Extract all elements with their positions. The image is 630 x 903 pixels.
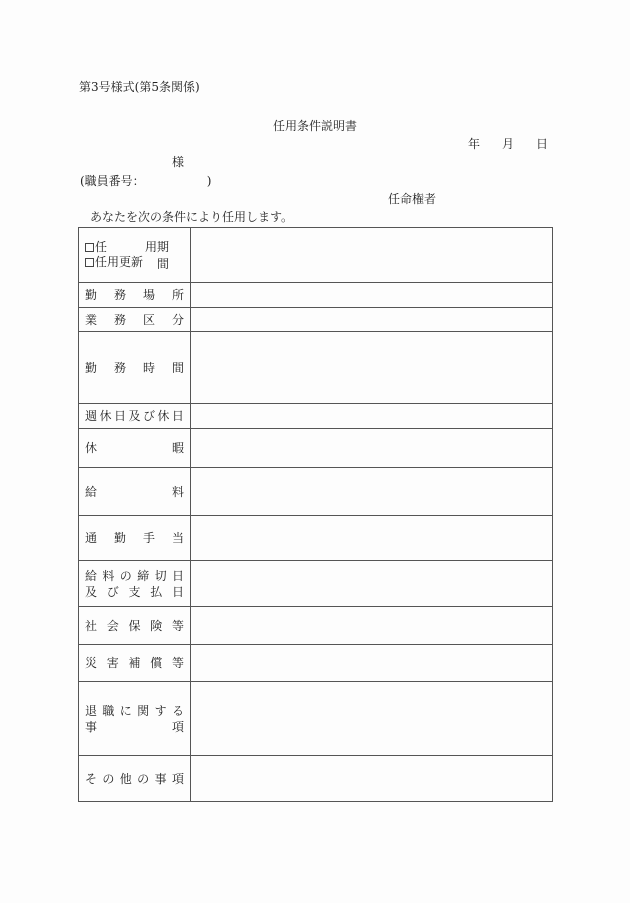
checkbox-appointment[interactable]: [85, 243, 94, 252]
option-char: 用: [144, 240, 157, 254]
work-category-label-cell: [79, 308, 191, 332]
staff-number-label: (職員番号：: [80, 174, 145, 188]
work-hours-label-cell: [79, 332, 191, 404]
label-char: 等: [171, 656, 184, 670]
commute-allowance-value-cell[interactable]: [191, 516, 553, 561]
label-line: [85, 484, 184, 500]
table-row-other-matters: [79, 756, 553, 802]
label-line: [85, 719, 184, 735]
option-appointment[interactable]: [85, 240, 157, 255]
label-char: び: [106, 584, 119, 599]
label-char: 職: [102, 703, 115, 718]
option-renewal-label: 任用更新: [95, 255, 144, 269]
label-char: 害: [106, 656, 119, 670]
period-value-cell[interactable]: [191, 228, 553, 283]
label-char: 間: [171, 360, 184, 375]
label-char: る: [171, 703, 184, 718]
label-char: 時: [142, 360, 155, 375]
label-char: 補: [128, 656, 141, 670]
label-char: 所: [171, 288, 184, 302]
table-row-work-hours: [79, 332, 553, 404]
label-char: 項: [171, 719, 184, 734]
document-title-text: 任用条件説明書: [272, 119, 357, 133]
appointer-label: 任命権者: [388, 192, 437, 206]
label-char: の: [137, 771, 150, 786]
staff-number-line: [80, 174, 211, 188]
label-char: 当: [171, 531, 184, 545]
label-line: [85, 312, 184, 328]
label-char: 社: [85, 618, 98, 633]
month-label: 月: [502, 137, 515, 151]
salary-dates-value-cell[interactable]: [191, 561, 553, 607]
label-line: [85, 440, 184, 456]
label-char: 週: [85, 409, 98, 423]
label-char: 及: [85, 584, 98, 599]
label-char: 及: [128, 409, 141, 423]
form-number: 第3号様式(第5条関係): [79, 80, 200, 94]
table-row-social-insurance: [79, 607, 553, 645]
conditions-table: [78, 227, 553, 802]
label-char: 険: [150, 618, 163, 633]
label-char: 分: [171, 312, 184, 327]
table-row-weekly-holidays: [79, 404, 553, 429]
checkbox-renewal[interactable]: [85, 258, 94, 267]
social-insurance-label-cell: [79, 607, 191, 645]
table-row-period: [79, 228, 553, 283]
work-hours-value-cell[interactable]: [191, 332, 553, 404]
date-line: [446, 137, 548, 151]
label-char: 日: [171, 409, 184, 423]
label-line: [85, 655, 184, 671]
other-matters-value-cell[interactable]: [191, 756, 553, 802]
option-renewal[interactable]: [85, 255, 157, 270]
label-char: 災: [85, 656, 98, 670]
label-char: の: [119, 568, 132, 583]
accident-compensation-value-cell[interactable]: [191, 645, 553, 682]
label-char: 料: [171, 484, 184, 499]
salary-label-cell: [79, 468, 191, 516]
label-char: 保: [128, 618, 141, 633]
table-row-commute-allowance: [79, 516, 553, 561]
label-char: 業: [85, 312, 98, 327]
weekly-holidays-label-cell: [79, 404, 191, 429]
table-row-salary: [79, 468, 553, 516]
other-matters-label-cell: [79, 756, 191, 802]
label-line: [85, 287, 184, 303]
label-char: 務: [113, 360, 126, 375]
label-char: 日: [171, 584, 184, 599]
label-char: 払: [150, 584, 163, 599]
table-row-leave: [79, 429, 553, 468]
label-char: そ: [85, 771, 98, 786]
label-line: [85, 530, 184, 546]
label-char: の: [102, 771, 115, 786]
label-line: [85, 703, 184, 719]
year-label: 年: [468, 137, 481, 151]
label-char: 日: [113, 409, 126, 423]
leave-value-cell[interactable]: [191, 429, 553, 468]
label-char: び: [142, 409, 155, 423]
work-location-value-cell[interactable]: [191, 283, 553, 308]
label-char: 支: [128, 584, 141, 599]
salary-dates-label-cell: [79, 561, 191, 607]
label-char: す: [154, 703, 167, 718]
period-label: 期間: [157, 240, 170, 271]
label-char: 日: [171, 568, 184, 583]
label-line: [85, 360, 184, 376]
label-char: 給: [85, 568, 98, 583]
period-label-cell: [79, 228, 191, 283]
salary-value-cell[interactable]: [191, 468, 553, 516]
label-char: 休: [157, 409, 170, 423]
label-line: [85, 618, 184, 634]
intro-text: あなたを次の条件により任用します。: [90, 210, 294, 224]
label-char: 勤: [85, 360, 98, 375]
work-location-label-cell: [79, 283, 191, 308]
table-row-work-category: [79, 308, 553, 332]
label-char: 勤: [85, 288, 98, 302]
table-row-retirement: [79, 682, 553, 756]
label-line: [85, 408, 184, 424]
label-char: 料: [102, 568, 115, 583]
label-char: 場: [142, 288, 155, 302]
label-char: 暇: [171, 441, 184, 455]
label-char: 事: [85, 719, 98, 734]
accident-compensation-label-cell: [79, 645, 191, 682]
leave-label-cell: [79, 429, 191, 468]
commute-allowance-label-cell: [79, 516, 191, 561]
label-char: 等: [171, 618, 184, 633]
label-char: 項: [171, 771, 184, 786]
label-char: 償: [150, 656, 163, 670]
label-char: 勤: [113, 531, 126, 545]
label-char: 退: [85, 703, 98, 718]
label-char: 通: [85, 531, 98, 545]
document-title: [0, 119, 630, 133]
label-char: 務: [113, 288, 126, 302]
staff-number-close: ): [206, 174, 212, 188]
table-row-accident-compensation: [79, 645, 553, 682]
addressee-suffix: 様: [172, 155, 185, 169]
label-char: 務: [113, 312, 126, 327]
option-char: 任: [95, 240, 108, 254]
work-category-value-cell[interactable]: [191, 308, 553, 332]
table-row-work-location: [79, 283, 553, 308]
day-label: 日: [536, 137, 549, 151]
label-char: 関: [137, 703, 150, 718]
label-char: 休: [99, 409, 112, 423]
label-char: 締: [137, 568, 150, 583]
weekly-holidays-value-cell[interactable]: [191, 404, 553, 429]
table-row-salary-dates: [79, 561, 553, 607]
label-char: 給: [85, 484, 98, 499]
label-char: 休: [85, 441, 98, 455]
retirement-value-cell[interactable]: [191, 682, 553, 756]
label-char: 切: [154, 568, 167, 583]
label-line: [85, 568, 184, 584]
label-char: に: [119, 703, 132, 718]
retirement-label-cell: [79, 682, 191, 756]
label-char: 他: [119, 771, 132, 786]
label-char: 事: [154, 771, 167, 786]
label-line: [85, 584, 184, 600]
social-insurance-value-cell[interactable]: [191, 607, 553, 645]
label-line: [85, 771, 184, 787]
label-char: 手: [142, 531, 155, 545]
label-char: 区: [142, 312, 155, 327]
label-char: 会: [106, 618, 119, 633]
